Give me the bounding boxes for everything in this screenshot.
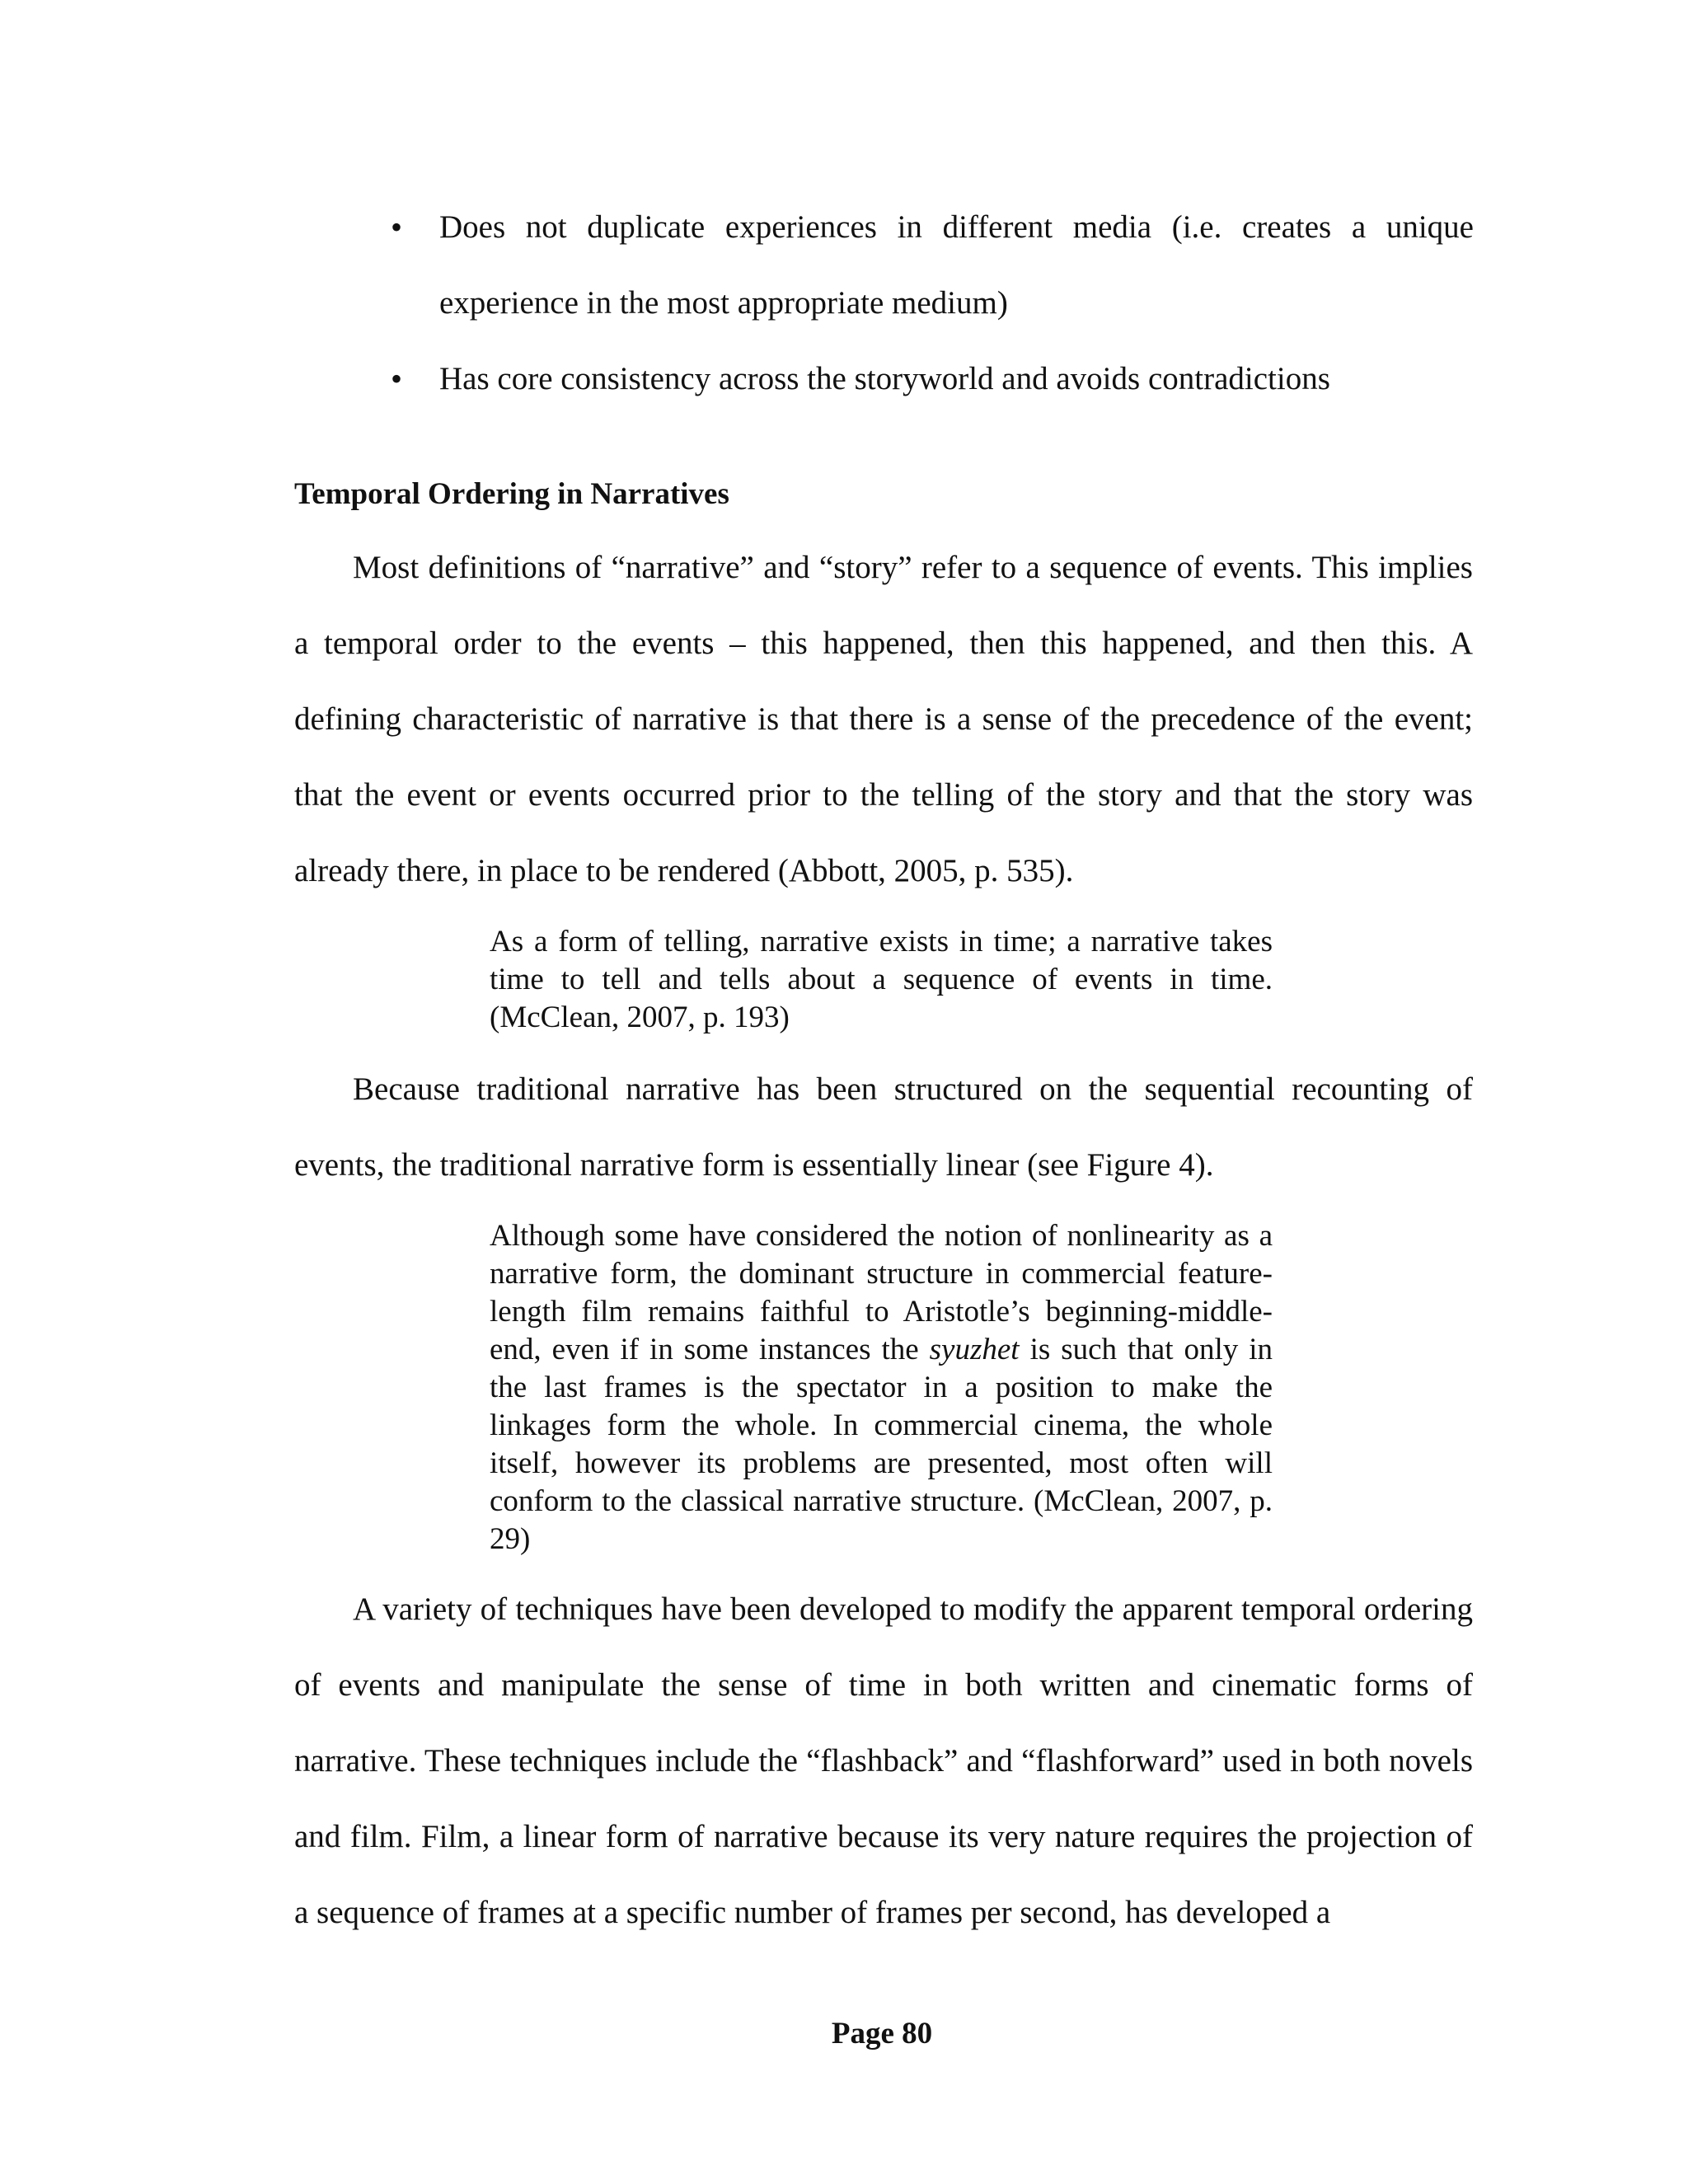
bullet-item <box>386 190 1474 341</box>
body-paragraph-1: Most definitions of “narrative” and “story” refer to a sequence of events. This implies a temporal order to the events – this happened, then this happened, and then this. A defining characteristic of narrative is that there is a sense of the precedence of the event; that the event or events occurred prior to the telling of the story and that the story was already there, in place to be rendered (Abbott, 2005, p. 535). <box>294 550 1473 888</box>
bullet-text: Has core consistency across the storyworld and avoids contradictions <box>439 361 1330 396</box>
block-quote-2 <box>490 1217 1273 1558</box>
bullet-list <box>386 190 1474 417</box>
bullet-dot-icon: • <box>391 360 403 397</box>
quote-text: is such that only in the last frames is the spectator in a position to make the linkages form the whole. In commercial cinema, the whole itself, however its problems are presented, most often will conform to the classical narrative structure. (McClean, 2007, p. 29) <box>490 1333 1273 1556</box>
body-paragraph-3: A variety of techniques have been developed to modify the apparent temporal ordering of events and manipulate the sense of time in both written and cinematic forms of narrative. These techniques include the “flashback” and “flashforward” used in both novels and film. Film, a linear form of narrative because its very nature requires the projection of a sequence of frames at a specific number of frames per second, has developed a <box>294 1591 1473 1930</box>
bullet-dot-icon: • <box>391 209 403 246</box>
page-number: Page 80 <box>831 2017 933 2050</box>
italic-term: syuzhet <box>929 1333 1020 1366</box>
quote-text: Although some have considered the notion of nonlinearity as a narrative form, the dominant structure in commercial feature-length film remains faithful to Aristotle’s beginning-middle-end, even if in some instances the <box>490 1219 1273 1366</box>
bullet-text: Does not duplicate experiences in different media (i.e. creates a unique experience in the most appropriate medium) <box>439 209 1474 321</box>
section-heading: Temporal Ordering in Narratives <box>294 477 729 511</box>
body-paragraph-2: Because traditional narrative has been structured on the sequential recounting of events, the traditional narrative form is essentially linear (see Figure 4). <box>294 1071 1473 1183</box>
block-quote-1: As a form of telling, narrative exists in time; a narrative takes time to tell and tells about a sequence of events in time. (McClean, 2007, p. 193) <box>490 925 1273 1034</box>
bullet-item <box>386 341 1474 417</box>
